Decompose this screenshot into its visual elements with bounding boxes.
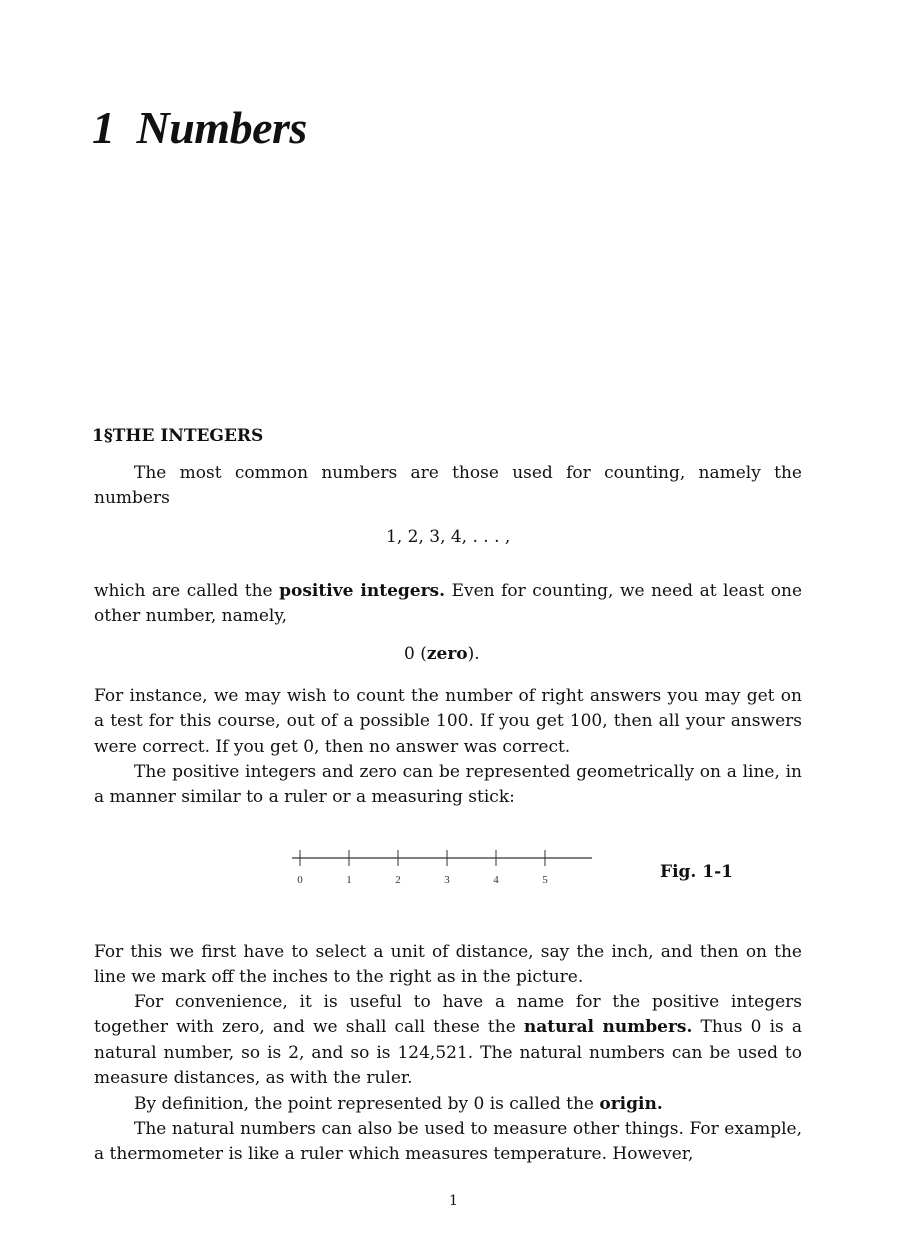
paragraph-1: The most common numbers are those used for counting, namely the numbers bbox=[94, 463, 802, 509]
figure-caption: Fig. 1-1 bbox=[660, 862, 733, 882]
term-zero: zero bbox=[426, 644, 468, 664]
display-positive-integers: 1, 2, 3, 4, . . . , bbox=[386, 527, 511, 547]
paragraph-7: By definition, the point represented by 0 is called the origin. bbox=[134, 1094, 663, 1114]
term-natural-numbers: natural numbers. bbox=[523, 1017, 693, 1038]
tick-label-0: 0 bbox=[297, 874, 303, 886]
tick-label-3: 3 bbox=[444, 874, 450, 886]
display-zero: 0 (zero). bbox=[404, 644, 480, 664]
chapter-name: Numbers bbox=[136, 102, 307, 153]
paragraph-5: For this we first have to select a unit of distance, say the inch, and then on the line we mark off the inches to the right as in the picture. bbox=[94, 942, 802, 988]
tick-label-2: 2 bbox=[395, 874, 401, 886]
number-line-figure bbox=[292, 845, 592, 887]
paragraph-8: The natural numbers can also be used to measure other things. For example, a thermometer is like a ruler which measures temperature. However, bbox=[94, 1119, 802, 1165]
section-heading: 1§THE INTEGERS bbox=[92, 426, 264, 446]
paragraph-2: which are called the positive integers. Even for counting, we need at least one other number, namely, bbox=[94, 581, 803, 627]
number-line bbox=[292, 845, 592, 887]
paragraph-3: For instance, we may wish to count the number of right answers you may get on a test for this course, out of a possible 100. If you get 100, then all your answers were correct. If you get 0, then no answer was correct. bbox=[94, 686, 802, 757]
page-number: 1 bbox=[449, 1193, 458, 1209]
tick-label-4: 4 bbox=[493, 874, 499, 886]
term-origin: origin. bbox=[599, 1094, 663, 1114]
paragraph-6: For convenience, it is useful to have a name for the positive integers together with zero, and we shall call these the natural numbers. Thus 0 is a natural number, so is 2, and so is 124,521. The natural numbers can be used to measure distances, as with the ruler. bbox=[94, 992, 802, 1088]
section-title: THE INTEGERS bbox=[112, 426, 264, 446]
chapter-number: 1 bbox=[92, 102, 115, 153]
chapter-title bbox=[92, 100, 307, 156]
term-positive-integers: positive integers. bbox=[279, 581, 446, 601]
section-number: 1 bbox=[92, 426, 104, 446]
tick-label-1: 1 bbox=[346, 874, 352, 886]
tick-label-5: 5 bbox=[542, 874, 548, 886]
paragraph-4: The positive integers and zero can be represented geometrically on a line, in a manner similar to a ruler or a measuring stick: bbox=[94, 762, 802, 808]
